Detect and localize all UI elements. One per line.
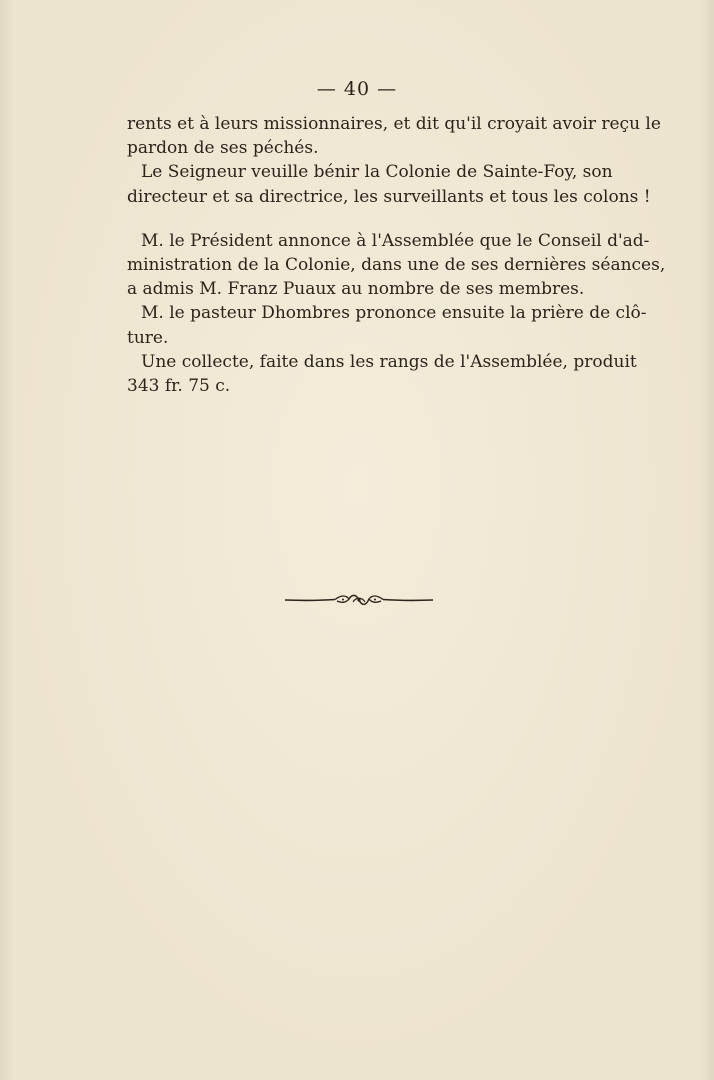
paragraph-5: [127, 350, 637, 398]
body-text: [127, 112, 666, 398]
text-line: a admis M. Franz Puaux au nombre de ses membres.: [127, 279, 585, 300]
paragraph-1: [127, 112, 661, 160]
text-line: pardon de ses péchés.: [127, 138, 319, 159]
page-number: — 40 —: [316, 78, 398, 100]
text-line: ministration de la Colonie, dans une de ses dernières séances,: [127, 255, 666, 276]
paragraph-4: [127, 301, 647, 349]
text-line: rents et à leurs missionnaires, et dit qu'il croyait avoir reçu le: [127, 114, 661, 134]
paragraph-3: [127, 229, 666, 302]
paragraph-2: [127, 160, 651, 208]
tailpiece-ornament-icon: [283, 592, 435, 608]
text-line: M. le Président annonce à l'Assemblée que le Conseil d'ad-: [141, 230, 650, 251]
text-line: 343 fr. 75 c.: [127, 376, 231, 397]
text-line: directeur et sa directrice, les surveillants et tous les colons !: [127, 186, 651, 207]
text-line: Le Seigneur veuille bénir la Colonie de Sainte-Foy, son: [141, 162, 613, 183]
text-line: ture.: [127, 327, 169, 348]
text-line: Une collecte, faite dans les rangs de l'Assemblée, produit: [141, 351, 637, 372]
text-line: M. le pasteur Dhombres prononce ensuite la prière de clô-: [141, 303, 647, 324]
